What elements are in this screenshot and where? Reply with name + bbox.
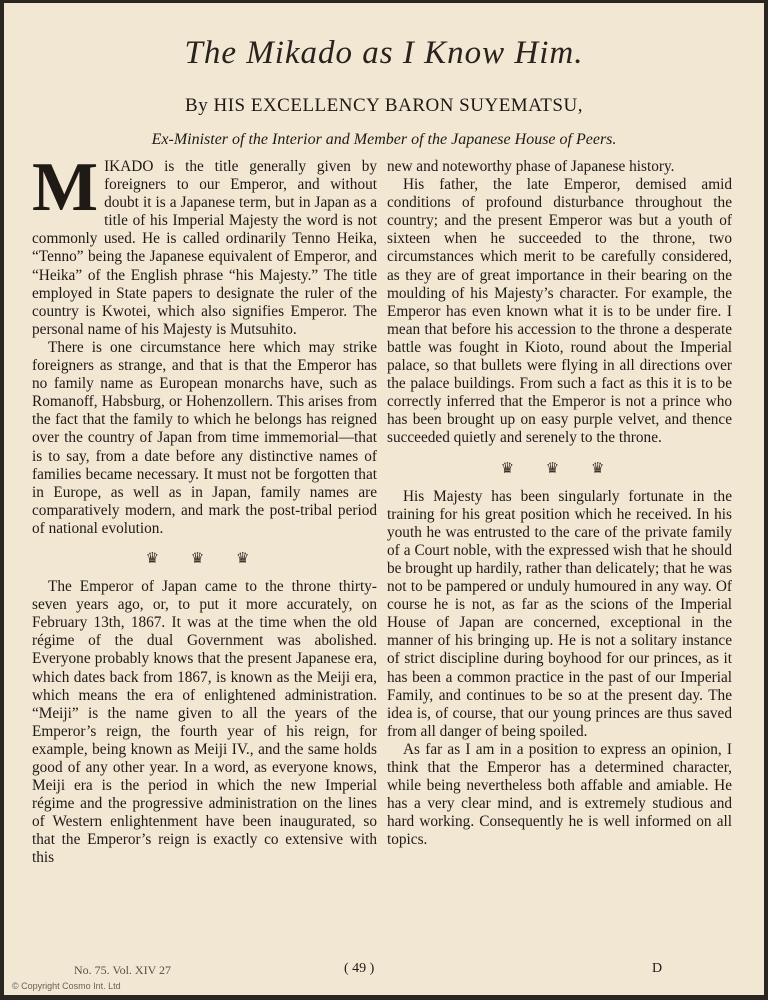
magazine-page [4, 3, 764, 995]
signature-mark: No. 75. Vol. XIV 27 [74, 963, 172, 977]
crown-ornament-divider: ♛ ♛ ♛ [500, 460, 619, 477]
section-mark: D [652, 961, 663, 976]
copyright-notice: © Copyright Cosmo Int. Ltd [12, 981, 121, 991]
paragraph: The Emperor of Japan came to the throne thirty-seven years ago, or, to put it more accurately, on February 13th, 1867. It was at the time when the old régime of the dual Government was abolished. Everyone probably knows that the present Japanese era, which dates back from 1867, is known as the Meiji era, which means the era of enlightened administration. “Meiji” is the name given to all the years of the Emperor’s reign, the fourth year of his reign, for example, being known as Meiji IV., and the same holds good of any other year. In a word, as everyone knows, Meiji era is the period in which the new Imperial régime and the progressive administration on the lines of Western enlightenment have been inaugurated, so that the Emperor’s reign is exactly co extensive with this [32, 578, 377, 867]
author-subtitle: Ex-Minister of the Interior and Member of the Japanese House of Peers. [151, 131, 617, 148]
paragraph: As far as I am in a position to express an opinion, I think that the Emperor has a determined character, while being nevertheless both affable and amiable. He has a very clear mind, and is extremely studious and hard working. Consequently he is well informed on all topics. [387, 740, 732, 849]
paragraph: There is one circumstance here which may strike foreigners as strange, and that is that the Emperor has no family name as European monarchs have, such as Romanoff, Habsburg, or Hohenzollern. This arises from the fact that the family to which he belongs has reigned over the country of Japan from time immemorial—that is to say, from a date before any distinctive names of families became necessary. It must not be forgotten that in Europe, as well as in Japan, family names are comparatively modern, and mark the post-tribal period of national evolution. [32, 338, 377, 537]
paragraph: His Majesty has been singularly fortunate in the training for his great position which he received. In his youth he was entrusted to the care of the private family of a Court noble, with the expressed wish that he should be brought up hardily, rather than delicately; that he was not to be pampered or unduly humoured in any way. Of course he is not, as far as the scions of the Imperial House of Japan are concerned, exceptional in the manner of his bringing up. He is not a solitary instance of strict discipline during boyhood for our princes, as it has been a common practice in the past of our Imperial Family, and continues to be so at the present day. The idea is, of course, that our young princes are thus saved from all danger of being spoiled. [387, 487, 732, 740]
paragraph-text: IKADO is the title generally given by foreigners to our Emperor, and without doubt it is a Japanese term, but in Japan as a title of his Imperial Majesty the word is not commonly used. He is called ordinarily Tenno Heika, “Tenno” being the Japanese equivalent of Emperor, and “Heika” of the English phrase “his Majesty.” The title employed in State papers to designate the ruler of the country is Kwotei, which also signifies Emperor. The personal name of his Majesty is Mutsuhito. [32, 158, 377, 338]
crown-ornament-divider: ♛ ♛ ♛ [145, 550, 264, 567]
paragraph: new and noteworthy phase of Japanese history. [387, 158, 675, 175]
article-title: The Mikado as I Know Him. [184, 35, 584, 71]
page-number: ( 49 ) [344, 961, 375, 976]
right-column [387, 158, 732, 849]
left-column [32, 149, 377, 868]
drop-cap: M [32, 149, 99, 226]
author-byline: By HIS EXCELLENCY BARON SUYEMATSU, [185, 95, 583, 116]
paragraph: His father, the late Emperor, demised amid conditions of profound disturbance throughout the country; and the present Emperor was but a youth of sixteen when he succeeded to the throne, two circumstances which merit to be carefully considered, as they are of great importance in their bearing on the moulding of his Majesty’s character. For example, the Emperor has even known what it is to be under fire. I mean that before his accession to the throne a desperate battle was fought in Kioto, round about the Imperial palace, so that bullets were flying in all directions over the palace buildings. From such a fact as this it is to be correctly inferred that the Emperor is not a prince who has been brought up on easy purple velvet, and thence succeeded quietly and serenely to the throne. [387, 176, 732, 447]
paragraph [32, 149, 377, 339]
